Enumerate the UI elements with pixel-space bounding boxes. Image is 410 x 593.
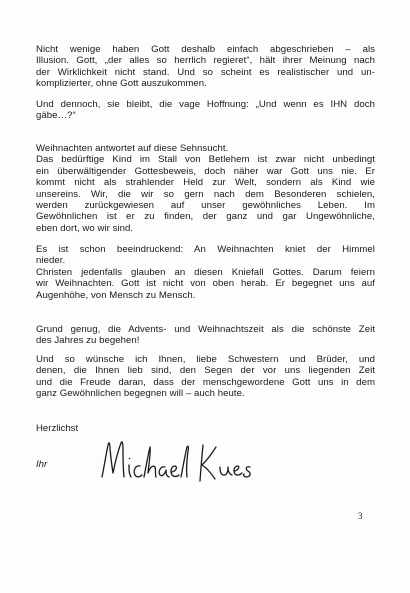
paragraph-4-line-2: nieder. [36, 255, 66, 267]
paragraph-2-line-1: Und dennoch, sie bleibt, die vage Hoffnung: „Und wenn es IHN doch [36, 99, 375, 110]
paragraph-6-line-4: ganz Gewöhnlichen begegnen will – auch heute. [36, 388, 245, 400]
paragraph-3-line-3: ein überwältigender Gottesbeweis, doch näher war Gott uns nie. Er [36, 165, 375, 177]
paragraph-4-line-4: wir Weihnachten. Gott ist nicht von oben herab. Er begegnet uns auf [36, 278, 375, 290]
paragraph-5-line-2: des Jahres zu begehen! [36, 335, 140, 347]
paragraph-6-line-3: und die Freude daran, dass der menschgewordene Gott uns in dem [36, 376, 375, 388]
paragraph-6-line-2: denen, die Ihnen lieb sind, den Segen der vor uns liegenden Zeit [36, 365, 375, 377]
paragraph-4-line-3: Christen jedenfalls glauben an diesen Kniefall Gottes. Darum feiern [36, 266, 375, 278]
paragraph-5 [36, 324, 375, 347]
paragraph-3-line-8: eben dort, wo wir sind. [36, 222, 134, 234]
paragraph-4 [36, 244, 375, 301]
paragraph-1-line-4: komplizierter, ohne Gott auszukommen. [36, 78, 207, 90]
paragraph-2 [36, 99, 375, 122]
paragraph-3-line-5: unsereins. Wir, die wir so gern nach dem Besonderen schielen, [36, 188, 375, 200]
paragraph-6-line-1: Und so wünsche ich Ihnen, liebe Schwestern und Brüder, und [36, 354, 375, 365]
paragraph-4-line-1: Es ist schon beeindruckend: An Weihnachten kniet der Himmel [36, 244, 375, 255]
paragraph-3-line-2: Das bedürftige Kind im Stall von Betlehem ist zwar nicht unbedingt [36, 154, 375, 166]
paragraph-1-line-2: Illusion. Gott, „der alles so herrlich regieret“, hält ihrer Meinung nach [36, 55, 375, 67]
paragraph-3-line-1: Weihnachten antwortet auf diese Sehnsucht. [36, 143, 229, 154]
paragraph-4-line-5: Augenhöhe, von Mensch zu Mensch. [36, 289, 196, 301]
paragraph-3-line-6: werden zurückgewiesen auf unser gewöhnliches Leben. Im [36, 200, 375, 212]
paragraph-5-line-1: Grund genug, die Advents- und Weihnachtszeit als die schönste Zeit [36, 324, 375, 335]
closing-text: Herzlichst [36, 423, 79, 434]
paragraph-3-line-7: Gewöhnlichen ist er zu finden, der ganz und gar Ungewöhnliche, [36, 211, 375, 223]
paragraph-3 [36, 143, 375, 234]
paragraph-1-line-1: Nicht wenige haben Gott deshalb einfach abgeschrieben – als [36, 44, 375, 55]
handwritten-signature [98, 437, 268, 485]
page-number: 3 [358, 511, 363, 521]
paragraph-3-line-4: kommt nicht als strahlender Held zur Welt, sondern als Kind wie [36, 177, 375, 189]
paragraph-1 [36, 44, 375, 90]
paragraph-1-line-3: der Wirklichkeit nicht stand. Und so scheint es realistischer und un- [36, 66, 375, 78]
paragraph-6 [36, 354, 375, 400]
signoff-text: Ihr [36, 459, 48, 470]
paragraph-2-line-2: gäbe…?“ [36, 110, 76, 122]
